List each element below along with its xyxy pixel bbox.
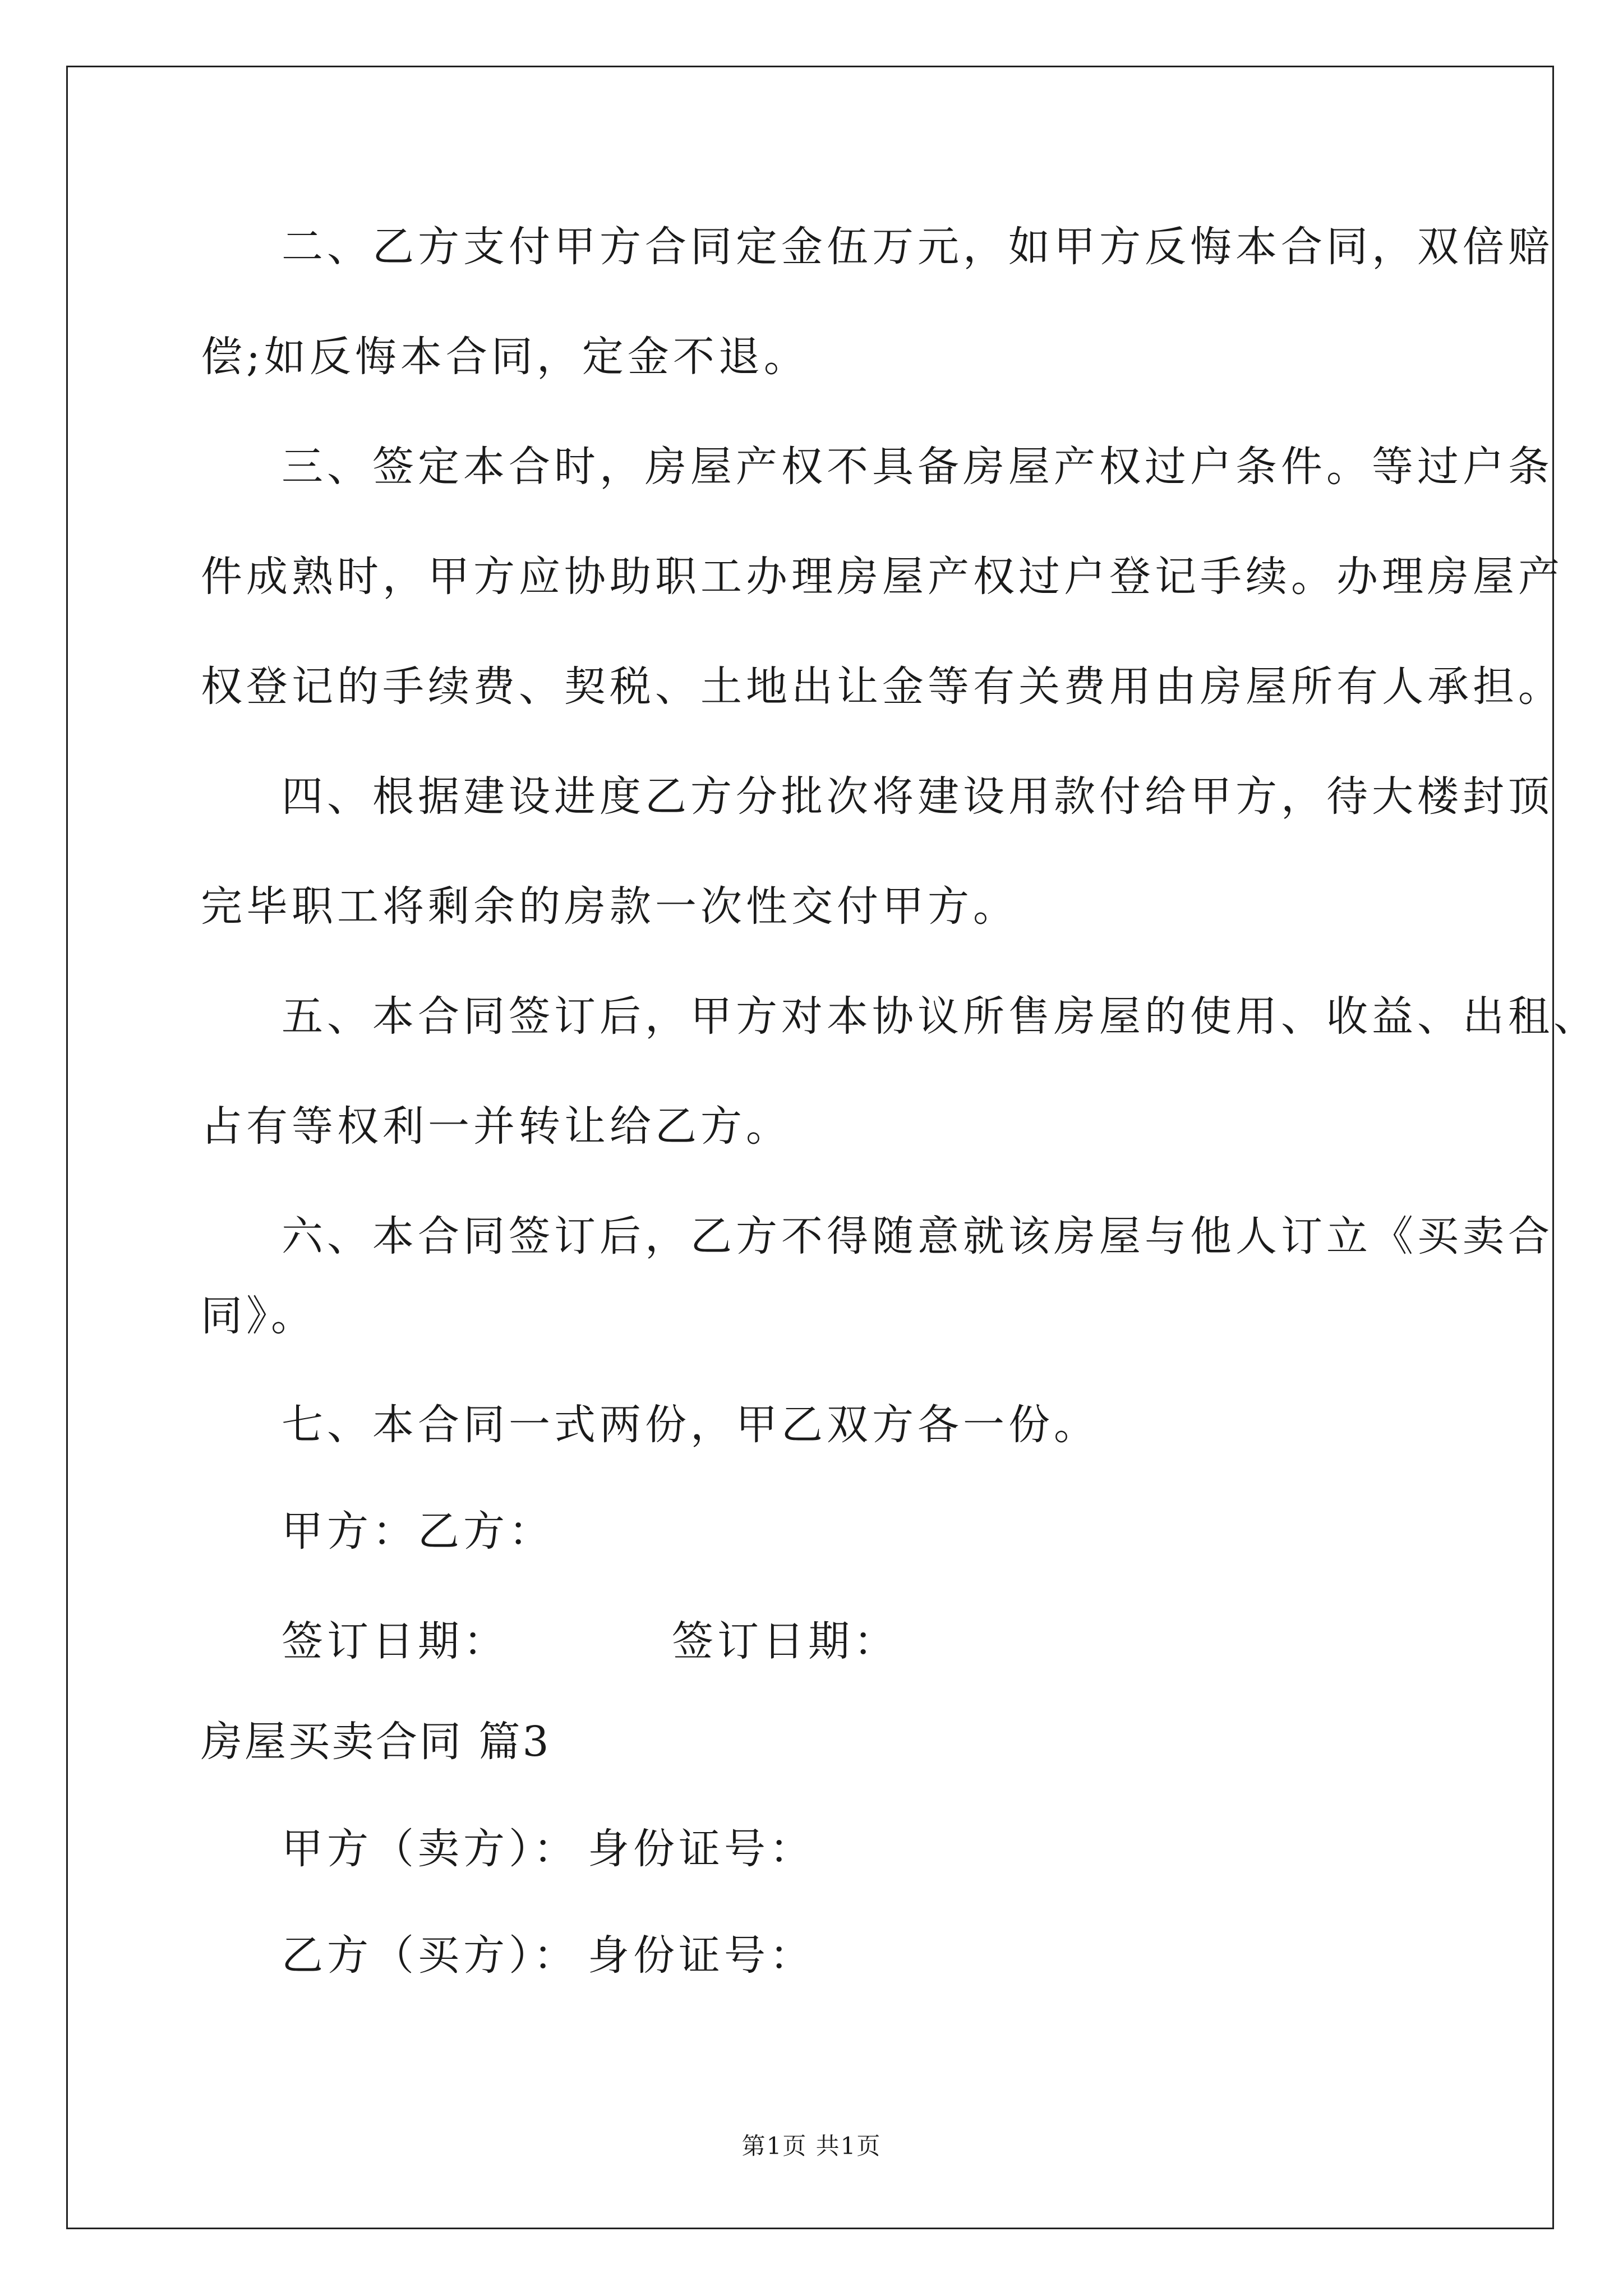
buyer-label: 乙方（买方）： bbox=[282, 1931, 579, 1980]
signature-date-b: 签订日期： bbox=[672, 1617, 899, 1665]
clause-3-line-2: 件成熟时，甲方应协助职工办理房屋产权过户登记手续。办理房屋产 bbox=[201, 553, 1564, 601]
clause-2-line-2: 偿;如反悔本合同，定金不退。 bbox=[201, 333, 809, 381]
clause-3-line-1: 三、签定本合时，房屋产权不具备房屋产权过户条件。等过户条 bbox=[282, 443, 1553, 491]
clause-5-line-2: 占有等权利一并转让给乙方。 bbox=[201, 1102, 791, 1151]
buyer-id-label: 身份证号： bbox=[588, 1931, 815, 1980]
clause-4-line-2: 完毕职工将剩余的房款一次性交付甲方。 bbox=[201, 882, 1018, 931]
clause-5-line-1: 五、本合同签订后，甲方对本协议所售房屋的使用、收益、出租、 bbox=[282, 992, 1599, 1041]
clause-3-line-3: 权登记的手续费、契税、土地出让金等有关费用由房屋所有人承担。 bbox=[201, 662, 1564, 711]
page-footer: 第1页 共1页 bbox=[741, 2132, 882, 2160]
clause-6-line-1: 六、本合同签订后，乙方不得随意就该房屋与他人订立《买卖合 bbox=[282, 1212, 1553, 1260]
clause-6-line-2: 同》。 bbox=[201, 1292, 316, 1340]
signature-date-a: 签订日期： bbox=[282, 1617, 509, 1665]
clause-7-line-1: 七、本合同一式两份，甲乙双方各一份。 bbox=[282, 1401, 1099, 1449]
signature-parties: 甲方：乙方： bbox=[282, 1507, 554, 1556]
seller-label: 甲方（卖方）： bbox=[282, 1825, 579, 1873]
section-heading: 房屋买卖合同 篇3 bbox=[201, 1718, 551, 1766]
clause-4-line-1: 四、根据建设进度乙方分批次将建设用款付给甲方，待大楼封顶 bbox=[282, 772, 1553, 821]
seller-id-label: 身份证号： bbox=[588, 1825, 815, 1873]
clause-2-line-1: 二、乙方支付甲方合同定金伍万元，如甲方反悔本合同，双倍赔 bbox=[282, 223, 1553, 271]
